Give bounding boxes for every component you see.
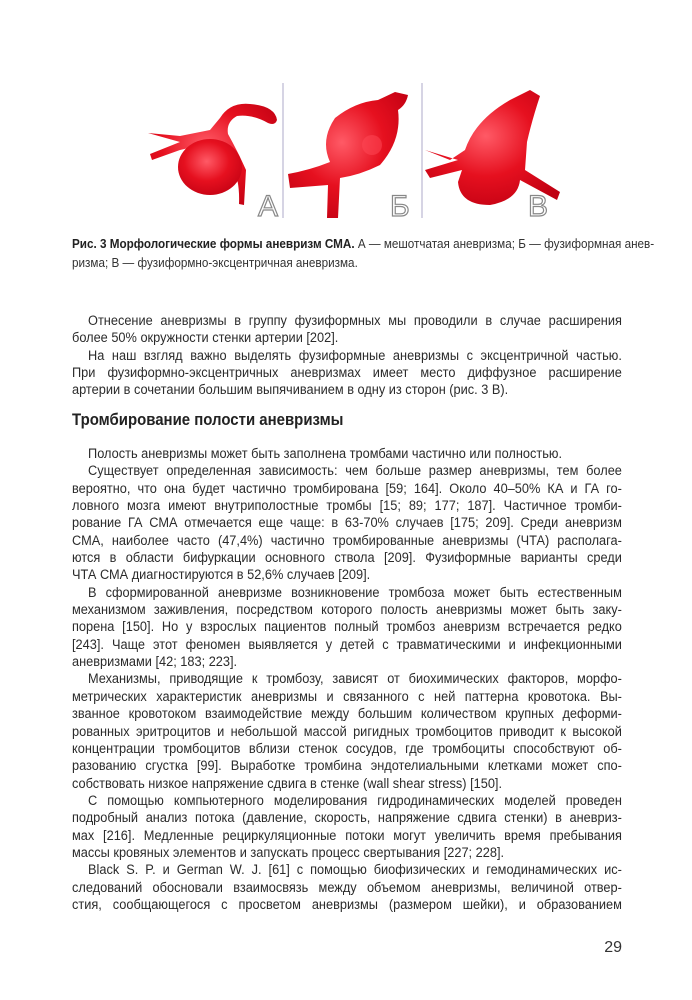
text-line: метрических характеристик аневризмы и связанного с ней паттерна кровотока. Вы- [72,688,622,705]
text-line: следований обосновали взаимосвязь между объемом аневризмы, величиной отвер- [72,879,622,896]
text-line: ЧТА СМА диагностируются в 52,6% случаев [209]. [72,567,371,584]
text-line: Существует определенная зависимость: чем больше размер аневризмы, тем более [88,463,622,480]
text-line: подробный анализ потока (давление, скорость, напряжение сдвига стенки) в аневриз- [72,810,622,827]
paragraph [72,671,622,792]
text-line: артерии в сочетании большим выпячиванием в одну из сторон (рис. 3 В). [72,382,509,399]
text-line: аневризмами [42; 183; 223]. [72,654,238,671]
text-line: В сформированной аневризме возникновение тромбоза может быть естественным [88,584,622,601]
text-line: разованию сгустка [99]. Выработке тромбина эндотелиальными клетками может спо- [72,758,622,775]
text-line: [243]. Чаще этот феномен выявляется у детей с травматическими и инфекционными [72,636,622,653]
panel-label-c: В [528,190,549,223]
paragraph [72,793,622,862]
text-line: рование ГА СМА отмечается еще чаще: в 63-70% случаев [175; 209]. Среди аневризм [72,515,622,532]
paragraph [72,313,622,348]
text-line: концентрации тромбоцитов вблизи стенок сосудов, где тромбоциты способствуют об- [72,740,622,757]
paragraph [72,585,622,672]
text-line: С помощью компьютерного моделирования гидродинамических моделей проведен [88,792,622,809]
text-line: стия, сообщающегося с просветом аневризмы (размером шейки), и образованием [72,896,622,913]
aneurysm-illustration [140,70,570,230]
text-line: массы кровяных элементов и запускать процесс свертывания [227; 228]. [72,844,505,861]
caption-text: ризма; В — фузиформно-эксцентричная аневризма. [72,255,358,270]
text-line: Механизмы, приводящие к тромбозу, зависят от биохимических факторов, морфо- [88,671,622,688]
text-line: званное кровотоком взаимодействие между большим количеством крупных деформи- [72,706,622,723]
caption-text: А — мешотчатая аневризма; Б — фузиформная анев- [354,236,655,251]
section-heading: Тромбирование полости аневризмы [72,410,344,429]
body-text [72,446,622,914]
text-line: мах [216]. Медленные рециркуляционные потоки могут увеличить время пребывания [72,827,622,844]
panel-label-b: Б [390,190,410,223]
text-line: вероятно, что она будет частично тромбирована [59; 164]. Около 40–50% КА и ГА го- [72,480,622,497]
text-line: Полость аневризмы может быть заполнена тромбами частично или полностью. [88,446,563,462]
text-line: Отнесение аневризмы в группу фузиформных мы проводили в случае расширения [88,313,622,329]
text-line: Black S. P. и German W. J. [61] с помощью биофизических и гемодинамических ис- [88,862,622,879]
text-line: рованных эритроцитов и небольшой массой ригидных тромбоцитов приводит к высокой [72,723,622,740]
text-line: На наш взгляд важно выделять фузиформные аневризмы с эксцентричной частью. [88,347,622,364]
paragraph [72,862,622,914]
panel-label-a: А [258,190,279,223]
page-number: 29 [604,939,622,956]
figure-aneurysm-forms [140,70,570,230]
text-line: ловного мозга имеют внутриполостные тромбы [15; 89; 177; 187]. Частичное тромби- [72,498,622,515]
text-line: СМА, наиболее часто (47,4%) частично тромбированные аневризмы (ЧТА) располага- [72,532,622,549]
text-line: При фузиформно-эксцентричных аневризмах имеет место диффузное расширение [72,365,622,382]
caption-title: Рис. 3 Морфологические формы аневризм СМА. [72,236,355,251]
fusiform-eccentric-aneurysm-drawing [425,90,560,205]
paragraph [72,446,622,463]
text-line: ются в области бифуркации основного ствола [209]. Фузиформные варианты среди [72,550,622,567]
text-line: более 50% окружности стенки артерии [202]. [72,330,339,347]
text-line: собствовать низкое напряжение сдвига в стенке (wall shear stress) [150]. [72,775,503,792]
figure-caption [72,234,655,272]
intro-text [72,313,622,400]
text-line: порена [150]. Но у взрослых пациентов полный тромбоз аневризм встречается редко [72,619,622,636]
paragraph [72,463,622,584]
paragraph [72,348,622,400]
text-line: механизмом заживления, посредством которого полость аневризмы может быть заку- [72,602,622,619]
